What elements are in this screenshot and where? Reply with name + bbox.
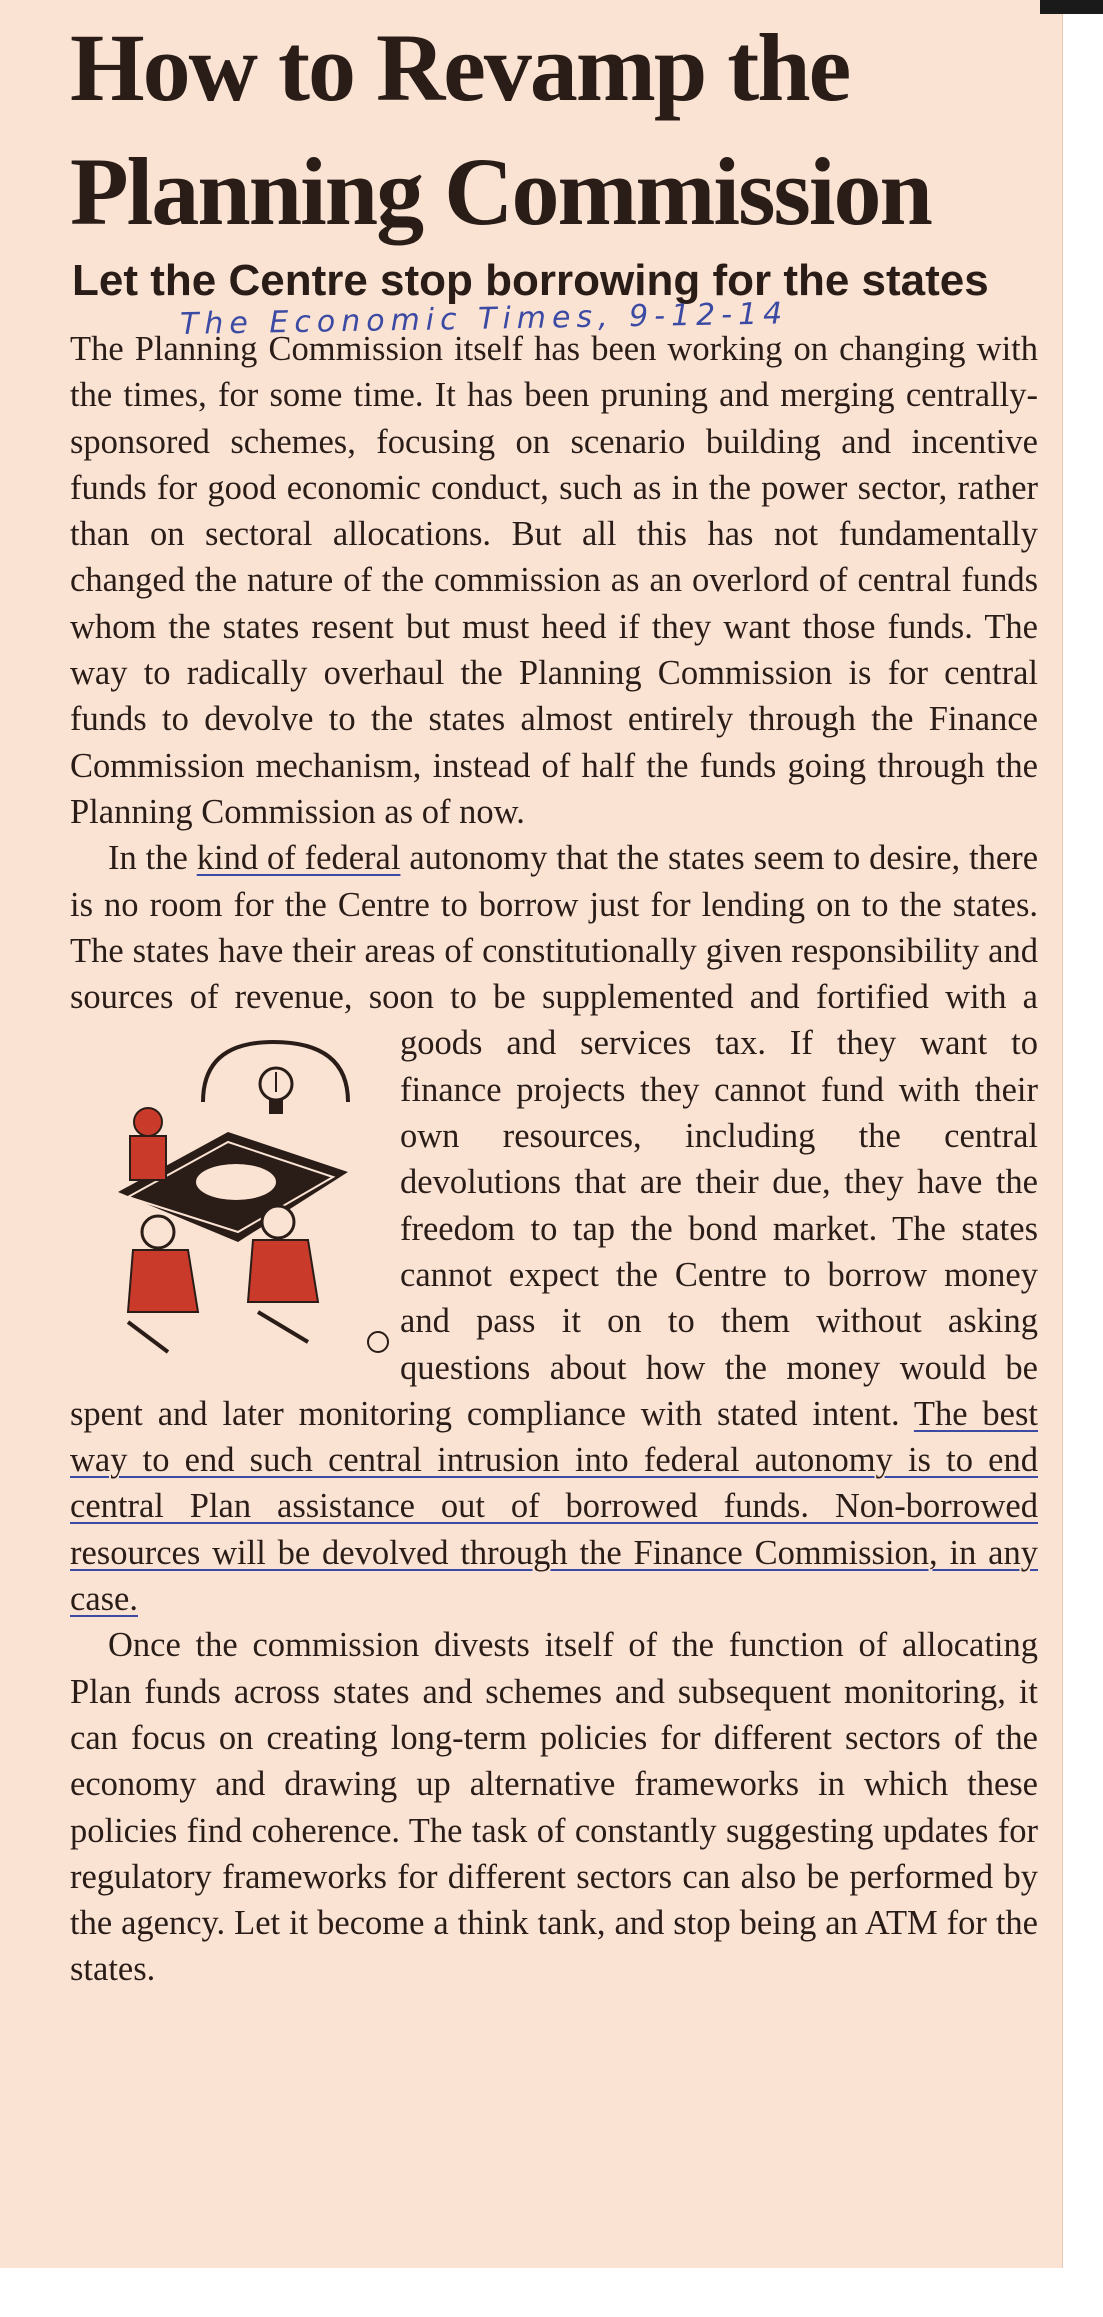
illustration-meeting-table <box>70 1022 388 1364</box>
paragraph-2-tail: autonomy that the states seem to desire, there is no room for the Centre to borrow just for lending on to the states. The states have their areas of constitutionally given responsibility and sources of revenue, soon to be supplemented and fortified with a goods <box>70 839 1039 1063</box>
article-subhead: Let the Centre stop borrowing for the states <box>72 256 989 305</box>
underlined-phrase: kind of federal <box>196 839 401 878</box>
person-figure <box>130 1108 166 1180</box>
paragraph-2 <box>70 835 1038 1622</box>
scan-edge <box>1040 0 1103 14</box>
illustration-svg <box>108 1022 426 1364</box>
lightbulb-icon <box>260 1068 292 1114</box>
paragraph-2-lead: In the <box>108 839 197 878</box>
person-figure <box>128 1216 198 1352</box>
paragraph-1: The Planning Commission itself has been working on changing with the times, for some time. It has been pruning and merging centrally-sponsored schemes, focusing on scenario building and incentive funds for good economic conduct, such as in the power sector, rather than on sectoral allocations. But all this has not fundamentally changed the nature of the commission as an overlord of central funds whom the states resent but must heed if they want those funds. The way to radically overhaul the Planning Commission is for central funds to devolve to the states almost entirely through the Finance Commission mechanism, instead of half the funds going through the Planning Commission as of now. <box>70 330 1038 831</box>
article-body <box>70 326 1038 1993</box>
paragraph-3: Once the commission divests itself of the function of allocating Plan funds across states and schemes and subsequent monitoring, it can focus on creating long-term policies for different sectors of the economy and drawing up alternative frameworks in which these policies find coherence. The task of constantly suggesting updates for regulatory frameworks for different sectors can also be performed by the agency. Let it become a think tank, and stop being an ATM for the states. <box>70 1626 1038 1989</box>
underlined-passage: The best way to end such central intrusion into federal autonomy is to end central Plan assistance out of borrowed funds. Non-borrowed resources will be devolved through the Finance Commission, in any case. <box>70 1394 1038 1619</box>
artist-mark <box>368 1332 388 1352</box>
article-headline: How to Revamp the Planning Commission <box>70 14 931 245</box>
paragraph-2-wrap: and services tax. If they want to finance projects they cannot fund with their own resources, including the central devolutions that are their due, they have the freedom to tap the bond market. The states cannot expect the Centre to borrow money and pass it on to them without asking questions about how the money would be spent and later monitoring compliance with stated intent. <box>70 1024 1039 1433</box>
handwritten-source-note: The Economic Times, 9-12-14 <box>179 296 789 342</box>
